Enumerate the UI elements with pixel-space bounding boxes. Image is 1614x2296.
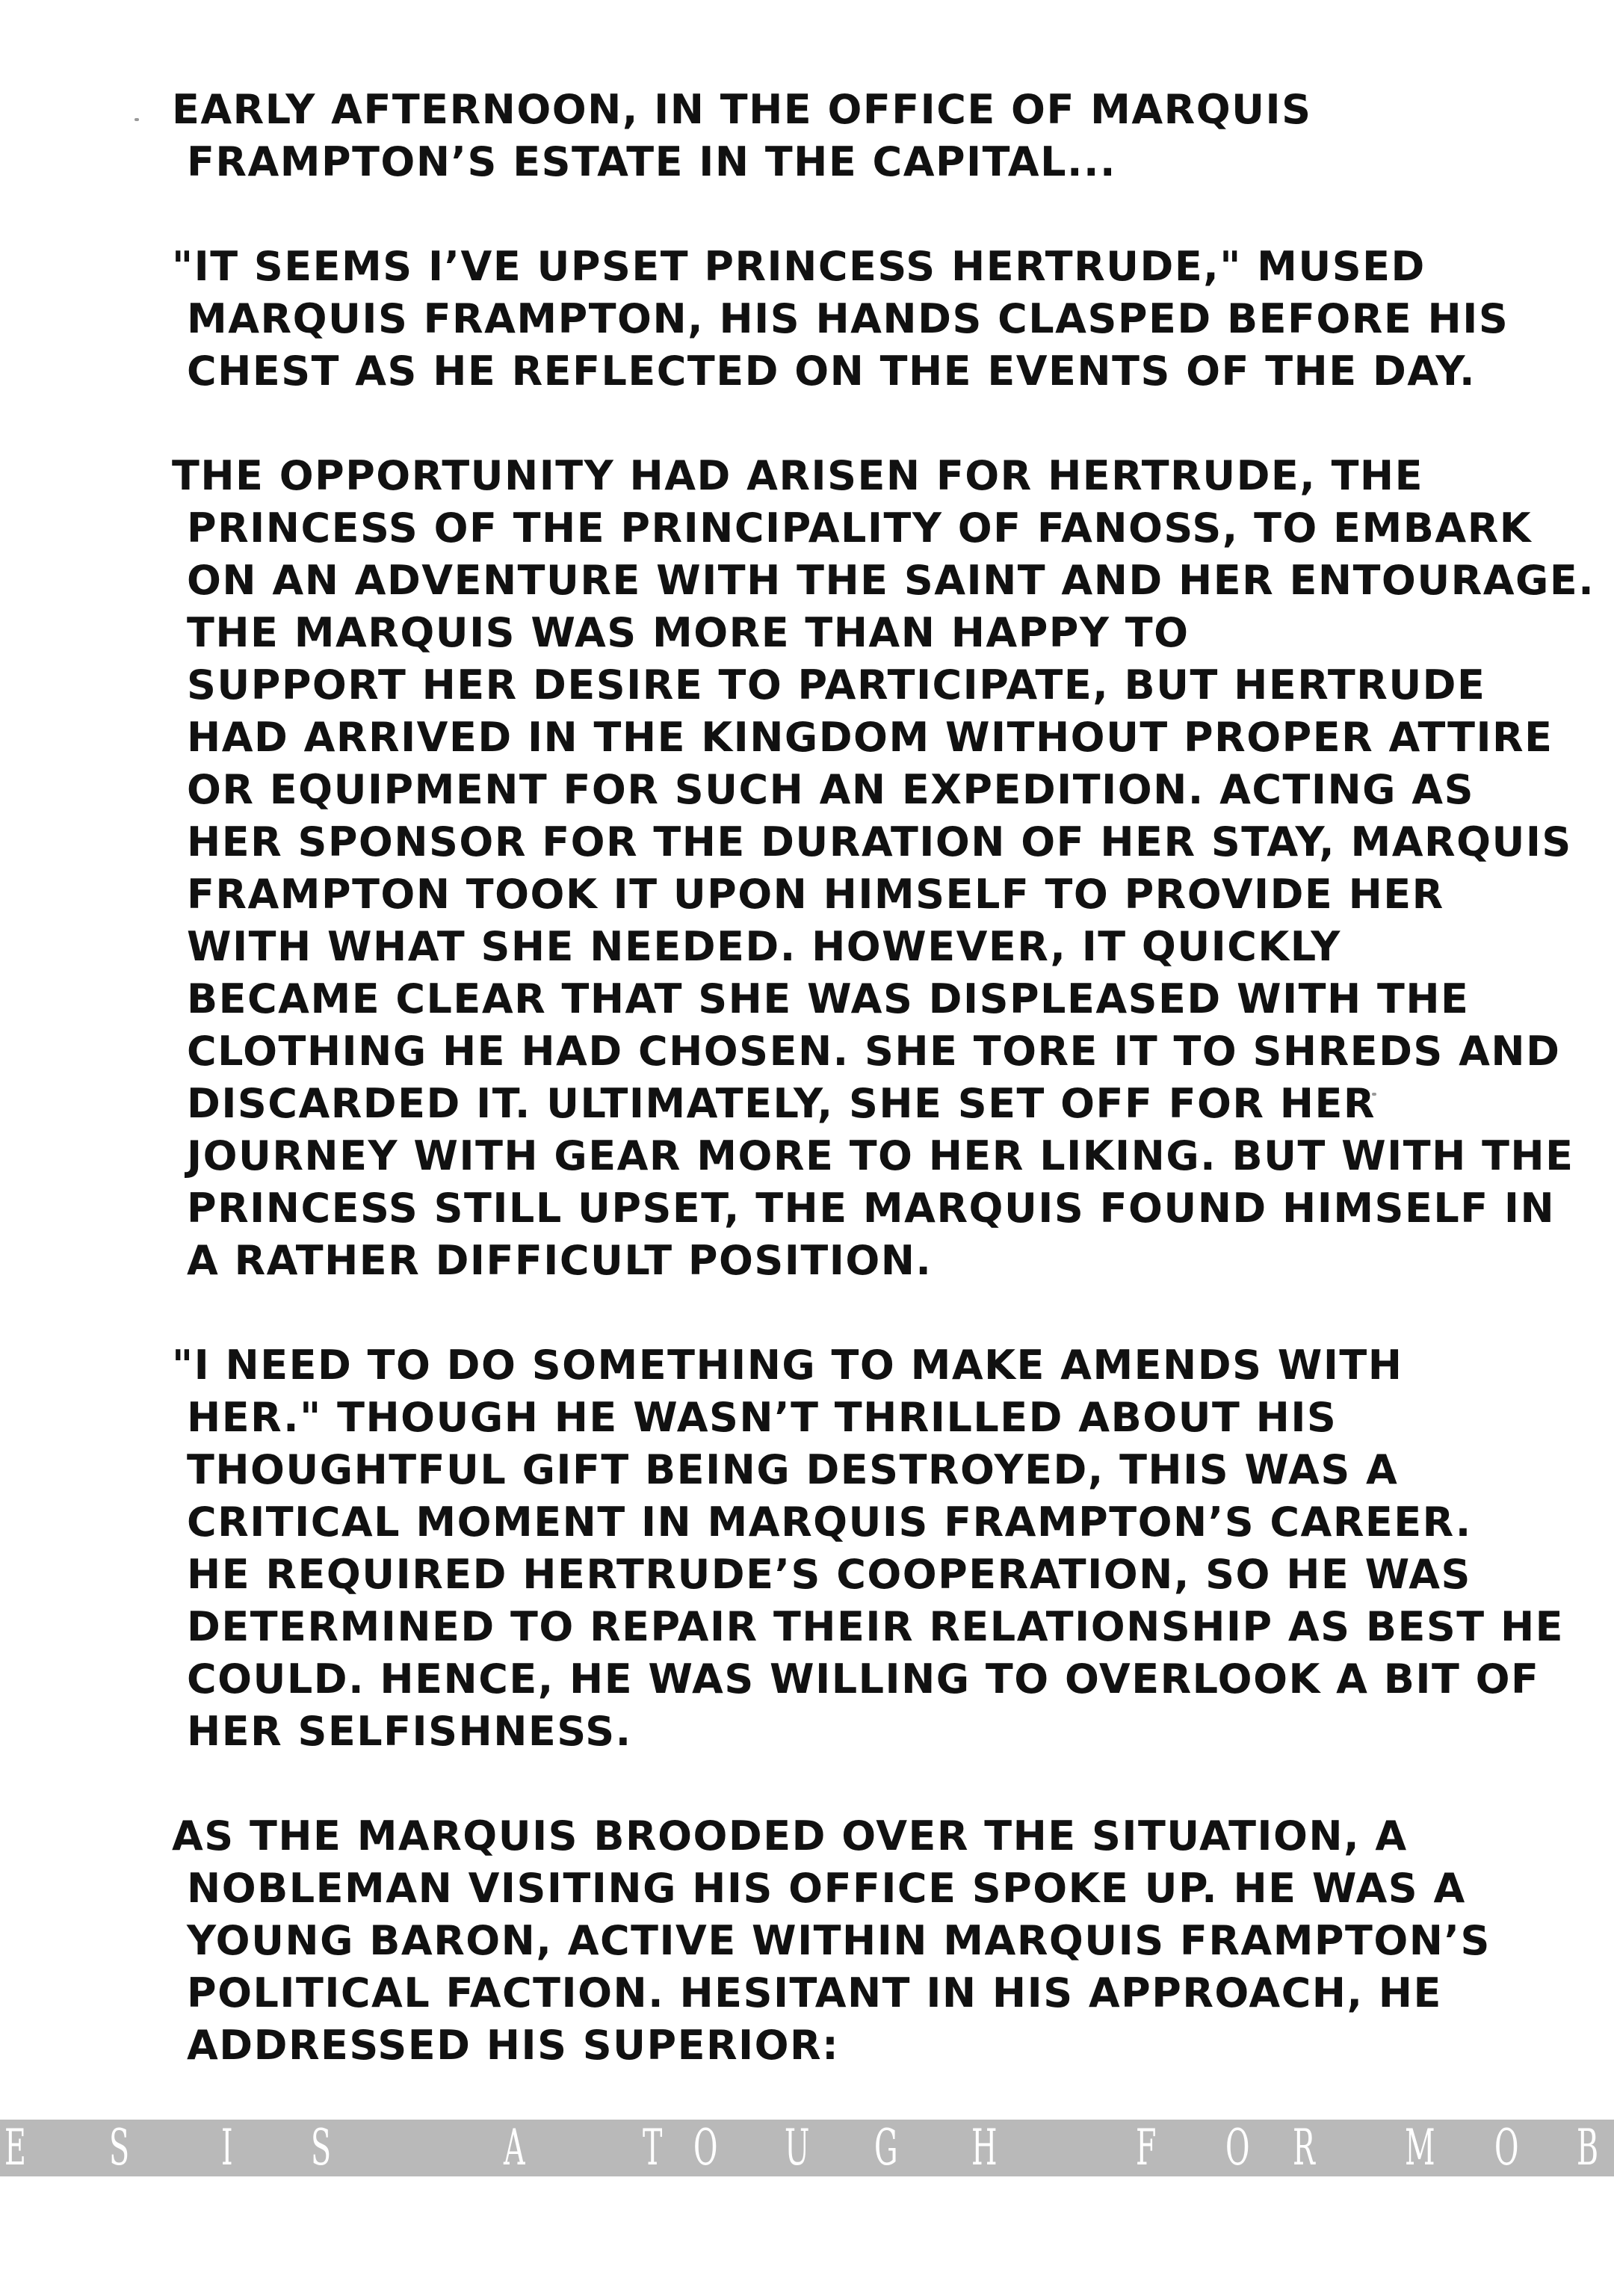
banner-letter: U: [785, 2119, 810, 2176]
text-line: NOBLEMAN VISITING HIS OFFICE SPOKE UP. HE WAS A: [187, 1865, 1466, 1912]
text-line: AS THE MARQUIS BROODED OVER THE SITUATION, A: [172, 1812, 1408, 1860]
text-line: HER SPONSOR FOR THE DURATION OF HER STAY, MARQUIS: [187, 818, 1572, 865]
text-line: COULD. HENCE, HE WAS WILLING TO OVERLOOK A BIT OF: [187, 1655, 1540, 1703]
text-line: A RATHER DIFFICULT POSITION.: [187, 1237, 933, 1284]
banner-letter: O: [1494, 2119, 1519, 2176]
banner-letter: S: [311, 2119, 332, 2176]
banner-letter: T: [643, 2119, 663, 2176]
text-line: HER." THOUGH HE WASN’T THRILLED ABOUT HIS: [187, 1394, 1338, 1441]
text-line: BECAME CLEAR THAT SHE WAS DISPLEASED WITH THE: [187, 975, 1470, 1022]
text-line: YOUNG BARON, ACTIVE WITHIN MARQUIS FRAMPTON’S: [187, 1917, 1491, 1964]
text-line: "IT SEEMS I’VE UPSET PRINCESS HERTRUDE," MUSED: [172, 243, 1426, 290]
text-line: JOURNEY WITH GEAR MORE TO HER LIKING. BUT WITH THE: [187, 1132, 1574, 1179]
paragraph-amends: [172, 1339, 1565, 1758]
banner-letter: E: [4, 2119, 26, 2176]
banner-letter: O: [1225, 2119, 1250, 2176]
text-line: EARLY AFTERNOON, IN THE OFFICE OF MARQUIS: [172, 86, 1312, 133]
paragraph-opportunity: [172, 450, 1595, 1287]
banner-letter: B: [1577, 2119, 1599, 2176]
text-line: OR EQUIPMENT FOR SUCH AN EXPEDITION. ACTING AS: [187, 766, 1474, 813]
text-line: HE REQUIRED HERTRUDE’S COOPERATION, SO HE WAS: [187, 1551, 1471, 1598]
text-line: HAD ARRIVED IN THE KINGDOM WITHOUT PROPER ATTIRE: [187, 714, 1553, 761]
text-line: HER SELFISHNESS.: [187, 1708, 632, 1755]
banner-letter: M: [1405, 2119, 1435, 2176]
text-line: ON AN ADVENTURE WITH THE SAINT AND HER ENTOURAGE.: [187, 557, 1595, 604]
ink-speck: [134, 118, 139, 121]
banner-letter: O: [693, 2119, 718, 2176]
text-line: ADDRESSED HIS SUPERIOR:: [187, 2022, 840, 2069]
paragraph-gap: [172, 398, 1442, 450]
text-line: CLOTHING HE HAD CHOSEN. SHE TORE IT TO SHREDS AND: [187, 1028, 1561, 1075]
banner-letter: I: [221, 2119, 233, 2176]
text-line: DISCARDED IT. ULTIMATELY, SHE SET OFF FOR HER: [187, 1080, 1376, 1127]
text-line: FRAMPTON’S ESTATE IN THE CAPITAL...: [187, 138, 1117, 185]
text-line: FRAMPTON TOOK IT UPON HIMSELF TO PROVIDE HER: [187, 871, 1444, 918]
text-line: POLITICAL FACTION. HESITANT IN HIS APPROACH, HE: [187, 1969, 1442, 2016]
text-line: WITH WHAT SHE NEEDED. HOWEVER, IT QUICKLY: [187, 923, 1341, 970]
banner-letter: G: [874, 2119, 898, 2176]
paragraph-gap: [172, 1758, 1442, 1810]
text-line: THOUGHTFUL GIFT BEING DESTROYED, THIS WAS A: [187, 1446, 1399, 1493]
banner-letter: R: [1293, 2119, 1315, 2176]
banner-letter: S: [109, 2119, 130, 2176]
text-line: PRINCESS STILL UPSET, THE MARQUIS FOUND HIMSELF IN: [187, 1185, 1556, 1232]
text-line: DETERMINED TO REPAIR THEIR RELATIONSHIP AS BEST HE: [187, 1603, 1565, 1650]
text-line: MARQUIS FRAMPTON, HIS HANDS CLASPED BEFORE HIS: [187, 295, 1509, 342]
series-title-letters: [0, 2120, 1614, 2176]
paragraph-gap: [172, 1287, 1442, 1339]
text-line: THE MARQUIS WAS MORE THAN HAPPY TO: [187, 609, 1190, 656]
text-line: CHEST AS HE REFLECTED ON THE EVENTS OF THE DAY.: [187, 348, 1477, 395]
text-line: "I NEED TO DO SOMETHING TO MAKE AMENDS WITH: [172, 1342, 1403, 1389]
text-line: SUPPORT HER DESIRE TO PARTICIPATE, BUT HERTRUDE: [187, 661, 1486, 709]
paragraph-baron: [172, 1810, 1491, 2072]
text-line: PRINCESS OF THE PRINCIPALITY OF FANOSS, TO EMBARK: [187, 504, 1533, 552]
text-line: CRITICAL MOMENT IN MARQUIS FRAMPTON’S CAREER.: [187, 1499, 1472, 1546]
story-text: [172, 84, 1595, 2072]
paragraph-gap: [172, 188, 1442, 241]
paragraph-marquis-musing: [172, 241, 1509, 398]
text-line: THE OPPORTUNITY HAD ARISEN FOR HERTRUDE, THE: [172, 452, 1424, 499]
banner-letter: A: [504, 2119, 525, 2176]
banner-letter: H: [971, 2119, 998, 2176]
paragraph-scene-setting: [172, 84, 1442, 188]
series-title-banner: [0, 2120, 1614, 2176]
banner-letter: F: [1136, 2119, 1157, 2176]
